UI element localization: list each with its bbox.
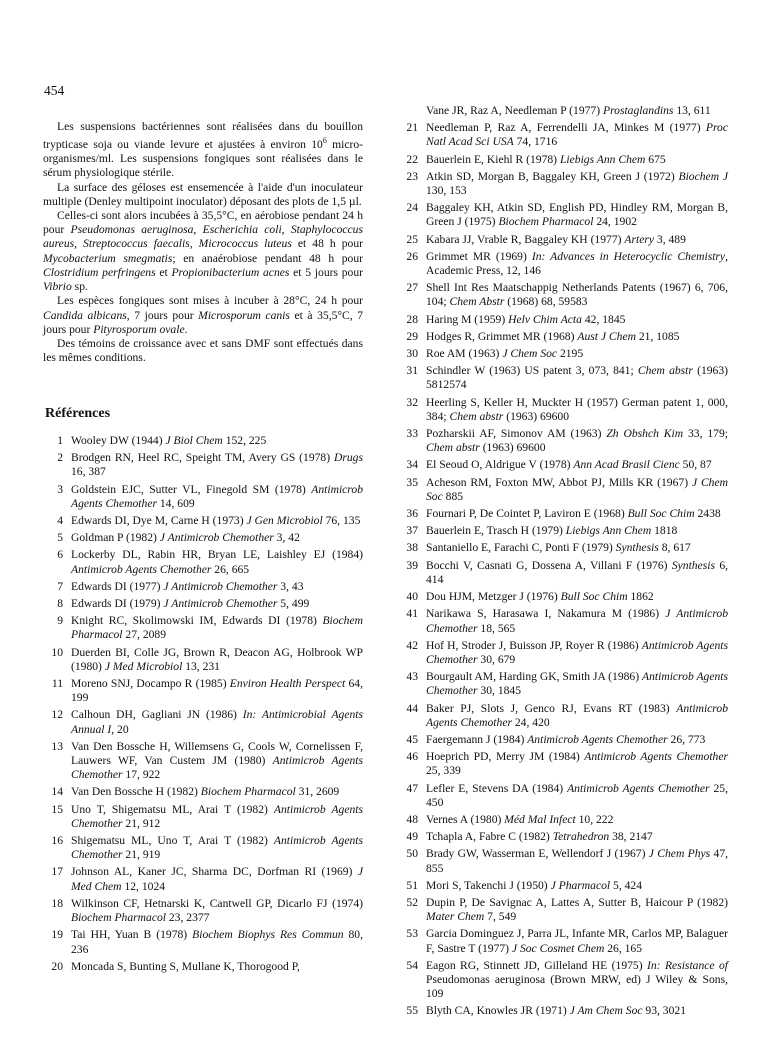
reference-item <box>398 1004 728 1018</box>
reference-text: Van Den Bossche H (1982) Biochem Pharmacol 31, 2609 <box>71 785 340 799</box>
reference-item <box>43 803 363 831</box>
reference-number: 30 <box>406 347 418 361</box>
reference-item <box>43 897 363 925</box>
reference-text: Narikawa S, Harasawa I, Nakamura M (1986) J Antimicrob Chemother 18, 565 <box>426 607 728 635</box>
body-paragraph: Les suspensions bactériennes sont réalisées dans du bouillon trypticase soja ou viande levure et ajustées à environ $10^6$ micro-organismes/ml. Les suspensions fongiques sont réalisées dans le sérum physiologique stérile. <box>43 120 363 180</box>
reference-text: Needleman P, Raz A, Ferrendelli JA, Minkes M (1977) Proc Natl Acad Sci USA 74, 1716 <box>426 121 728 149</box>
reference-text: Tchapla A, Fabre C (1982) Tetrahedron 38, 2147 <box>426 830 653 844</box>
reference-text: Hof H, Stroder J, Buisson JP, Royer R (1986) Antimicrob Agents Chemother 30, 679 <box>426 638 728 666</box>
reference-text: Fournari P, De Cointet P, Laviron E (1968) Bull Soc Chim 2438 <box>426 507 721 521</box>
reference-text: Duerden BI, Colle JG, Brown R, Deacon AG, Holbrook WP (1980) J Med Microbiol 13, 231 <box>71 645 363 673</box>
reference-item <box>43 928 363 956</box>
reference-text: Santaniello E, Farachi C, Ponti F (1979) Synthesis 8, 617 <box>426 541 691 555</box>
reference-number: 22 <box>406 152 418 166</box>
reference-text: Lockerby DL, Rabin HR, Bryan LE, Laishley EJ (1984) Antimicrob Agents Chemother 26, 665 <box>71 548 363 576</box>
reference-number: 37 <box>406 524 418 538</box>
reference-item <box>43 580 363 594</box>
reference-text: Baggaley KH, Atkin SD, English PD, Hindley RM, Morgan B, Green J (1975) Biochem Pharmacol 24, 1902 <box>426 201 728 229</box>
reference-text: Kabara JJ, Vrable R, Baggaley KH (1977) Artery 3, 489 <box>426 232 686 246</box>
reference-item <box>398 559 728 587</box>
reference-item <box>398 507 728 521</box>
reference-text: Grimmet MR (1969) In: Advances in Heterocyclic Chemistry, Academic Press, 12, 146 <box>426 249 728 278</box>
reference-text: Roe AM (1963) J Chem Soc 2195 <box>426 347 584 361</box>
reference-text: Heerling S, Keller H, Muckter H (1957) German patent 1, 000, 384; Chem abstr (1963) 69600 <box>426 395 728 423</box>
reference-number: 1 <box>57 434 63 447</box>
reference-item <box>398 396 728 424</box>
reference-item <box>43 514 363 528</box>
reference-item <box>398 524 728 538</box>
reference-item <box>398 896 728 924</box>
reference-item <box>398 170 728 198</box>
reference-item <box>43 483 363 511</box>
reference-number: 20 <box>51 959 63 973</box>
reference-text: Van Den Bossche H, Willemsens G, Cools W, Cornelissen F, Lauwers WF, Van Custem JM (1980) Antimicrob Agents Chemother 17, 922 <box>71 739 364 782</box>
reference-item <box>43 646 363 674</box>
reference-number: 9 <box>57 614 63 628</box>
reference-number: 24 <box>406 201 418 215</box>
reference-item <box>398 927 728 955</box>
reference-text: Mori S, Takenchi J (1950) J Pharmacol 5, 424 <box>426 878 643 892</box>
reference-number: 42 <box>406 638 418 652</box>
reference-item <box>43 597 363 611</box>
reference-item <box>398 830 728 844</box>
reference-item <box>398 313 728 327</box>
reference-item <box>43 708 363 736</box>
reference-number: 10 <box>51 645 63 659</box>
reference-text: Wooley DW (1944) J Biol Chem 152, 225 <box>71 434 267 447</box>
reference-number: 26 <box>406 249 418 263</box>
reference-number: 35 <box>406 475 418 489</box>
reference-number: 28 <box>406 312 418 326</box>
reference-item <box>398 733 728 747</box>
reference-number: 2 <box>57 451 63 465</box>
reference-number: 12 <box>51 708 63 722</box>
reference-number: 32 <box>406 395 418 409</box>
reference-number: 7 <box>57 579 63 593</box>
reference-number: 27 <box>406 281 418 295</box>
reference-number: 21 <box>406 121 418 135</box>
reference-text: Schindler W (1963) US patent 3, 073, 841; Chem abstr (1963) 5812574 <box>426 364 728 392</box>
reference-text: El Seoud O, Aldrigue V (1978) Ann Acad Brasil Cienc 50, 87 <box>426 458 712 472</box>
references-list-right <box>398 104 728 1022</box>
reference-number: 5 <box>57 531 63 545</box>
reference-number: 36 <box>406 507 418 521</box>
reference-number: 44 <box>406 701 418 715</box>
reference-text: Moncada S, Bunting S, Mullane K, Thorogood P, <box>71 959 300 973</box>
reference-number: 31 <box>406 364 418 378</box>
reference-number: 41 <box>406 607 418 621</box>
reference-text: Hodges R, Grimmet MR (1968) Aust J Chem 21, 1085 <box>426 329 680 343</box>
reference-text: Johnson AL, Kaner JC, Sharma DC, Dorfman RI (1969) J Med Chem 12, 1024 <box>71 865 363 893</box>
reference-text: Bauerlein E, Trasch H (1979) Liebigs Ann Chem 1818 <box>426 524 678 538</box>
reference-number: 13 <box>51 739 63 753</box>
reference-text: Edwards DI (1979) J Antimicrob Chemother 5, 499 <box>71 597 310 611</box>
reference-item <box>398 670 728 698</box>
reference-text: Tai HH, Yuan B (1978) Biochem Biophys Res Commun 80, 236 <box>71 928 363 956</box>
reference-item <box>398 750 728 778</box>
reference-text: Eagon RG, Stinnett JD, Gilleland HE (1975) In: Resistance of Pseudomonas aeruginosa (Brown MRW, ed) J Wiley & Sons, 109 <box>426 958 728 1001</box>
reference-number: 17 <box>51 865 63 879</box>
reference-text: Knight RC, Skolimowski IM, Edwards DI (1978) Biochem Pharmacol 27, 2089 <box>71 614 363 642</box>
reference-number: 23 <box>406 169 418 183</box>
reference-item <box>43 677 363 705</box>
body-paragraph: Celles-ci sont alors incubées à 35,5°C, en aérobiose pendant 24 h pour Pseudomonas aeruginosa, Escherichia coli, Staphylococcus aureus, Streptococcus faecalis, Micrococcus luteus et 48 h pour Mycobacterium smegmatis; en anaérobiose pendant 48 h pour Clostridium perfringens et Propionibacterium acnes et 5 jours pour Vibrio sp. <box>43 209 363 294</box>
reference-text: Garcia Dominguez J, Parra JL, Infante MR, Carlos MP, Balaguer F, Sastre T (1977) J Soc Cosmet Chem 26, 165 <box>426 927 728 955</box>
body-paragraph: Les espèces fongiques sont mises à incuber à 28°C, 24 h pour Candida albicans, 7 jours pour Microsporum canis et à 35,5°C, 7 jours pour Pityrosporum ovale. <box>43 294 364 336</box>
reference-number: 15 <box>51 802 63 816</box>
reference-item <box>43 614 363 642</box>
reference-item <box>398 782 728 810</box>
reference-number: 33 <box>406 427 418 441</box>
body-paragraph: Des témoins de croissance avec et sans DMF sont effectués dans les mêmes conditions. <box>43 336 363 365</box>
reference-text: Goldman P (1982) J Antimicrob Chemother 3, 42 <box>71 531 300 545</box>
reference-number: 19 <box>51 928 63 942</box>
reference-number: 47 <box>406 781 418 795</box>
reference-item <box>43 834 363 862</box>
reference-text: Shell Int Res Maatschappig Netherlands Patents (1967) 6, 706, 104; Chem Abstr (1968) 68, 59583 <box>426 281 728 309</box>
reference-number: 3 <box>57 482 63 496</box>
reference-number: 53 <box>406 927 418 941</box>
reference-item <box>43 960 363 974</box>
reference-text: Lefler E, Stevens DA (1984) Antimicrob Agents Chemother 25, 450 <box>426 781 728 809</box>
reference-number: 40 <box>406 590 418 604</box>
reference-text: Edwards DI (1977) J Antimicrob Chemother 3, 43 <box>71 579 304 593</box>
reference-number: 11 <box>51 677 63 691</box>
reference-item <box>398 541 728 555</box>
reference-item <box>398 364 728 392</box>
reference-text: Vernes A (1980) Méd Mal Infect 10, 222 <box>426 812 614 826</box>
reference-item <box>43 531 363 545</box>
reference-text: Blyth CA, Knowles JR (1971) J Am Chem Soc 93, 3021 <box>426 1004 686 1018</box>
reference-item <box>398 607 728 635</box>
reference-text: Wilkinson CF, Hetnarski K, Cantwell GP, Dicarlo FJ (1974) Biochem Pharmacol 23, 2377 <box>71 896 363 925</box>
reference-number: 25 <box>406 232 418 246</box>
reference-text: Moreno SNJ, Docampo R (1985) Environ Health Perspect 64, 199 <box>71 677 363 705</box>
reference-text: Goldstein EJC, Sutter VL, Finegold SM (1978) Antimicrob Agents Chemother 14, 609 <box>71 482 363 510</box>
references-heading: Références <box>45 406 111 421</box>
reference-number: 48 <box>406 812 418 826</box>
reference-number: 54 <box>406 958 418 972</box>
reference-item <box>398 233 728 247</box>
reference-number: 8 <box>57 597 63 611</box>
reference-item <box>398 347 728 361</box>
reference-text: Brady GW, Wasserman E, Wellendorf J (1967) J Chem Phys 47, 855 <box>426 847 729 875</box>
reference-item <box>398 427 728 455</box>
reference-item <box>43 785 363 799</box>
reference-item <box>398 813 728 827</box>
reference-text: Bocchi V, Casnati G, Dossena A, Villani F (1976) Synthesis 6, 414 <box>426 558 729 586</box>
reference-item <box>398 281 728 309</box>
reference-item <box>43 865 363 893</box>
reference-number: 52 <box>406 895 418 909</box>
reference-text: Faergemann J (1984) Antimicrob Agents Chemother 26, 773 <box>426 732 706 746</box>
reference-text: Atkin SD, Morgan B, Baggaley KH, Green J (1972) Biochem J 130, 153 <box>426 169 728 198</box>
reference-text: Uno T, Shigematsu ML, Arai T (1982) Antimicrob Agents Chemother 21, 912 <box>71 802 364 830</box>
reference-number: 45 <box>406 732 418 746</box>
reference-text: Bourgault AM, Harding GK, Smith JA (1986) Antimicrob Agents Chemother 30, 1845 <box>426 670 728 698</box>
reference-item <box>398 639 728 667</box>
reference-text: Hoeprich PD, Merry JM (1984) Antimicrob Agents Chemother 25, 339 <box>426 750 728 778</box>
reference-item <box>43 434 363 448</box>
reference-number: 16 <box>51 834 63 848</box>
reference-text: Pozharskii AF, Simonov AM (1963) Zh Obshch Kim 33, 179; Chem abstr (1963) 69600 <box>426 427 728 455</box>
reference-number: 14 <box>51 785 63 799</box>
references-list-left <box>43 434 363 977</box>
reference-text: Bauerlein E, Kiehl R (1978) Liebigs Ann Chem 675 <box>426 152 666 166</box>
reference-item <box>398 330 728 344</box>
reference-number: 6 <box>57 548 63 562</box>
reference-item <box>398 476 728 504</box>
reference-number: 29 <box>406 329 418 343</box>
reference-item <box>398 153 728 167</box>
reference-number: 4 <box>57 514 63 528</box>
reference-text: Haring M (1959) Helv Chim Acta 42, 1845 <box>426 312 626 326</box>
reference-item <box>398 879 728 893</box>
reference-item <box>398 702 728 730</box>
reference-number: 18 <box>51 896 63 910</box>
reference-item <box>398 847 728 875</box>
reference-text: Baker PJ, Slots J, Genco RJ, Evans RT (1983) Antimicrob Agents Chemother 24, 420 <box>426 701 728 729</box>
reference-text: Dupin P, De Savignac A, Lattes A, Sutter B, Haicour P (1982) Mater Chem 7, 549 <box>426 895 728 924</box>
reference-number: 55 <box>406 1004 418 1018</box>
reference-number: 39 <box>406 558 418 572</box>
body-text <box>43 120 363 365</box>
reference-item <box>398 250 728 278</box>
reference-text: Brodgen RN, Heel RC, Speight TM, Avery GS (1978) Drugs 16, 387 <box>71 451 363 479</box>
reference-item <box>43 451 363 479</box>
reference-text: Shigematsu ML, Uno T, Arai T (1982) Antimicrob Agents Chemother 21, 919 <box>71 834 364 862</box>
reference-item <box>398 104 728 118</box>
reference-item <box>398 590 728 604</box>
page-number: 454 <box>44 83 65 98</box>
reference-number: 46 <box>406 750 418 764</box>
reference-number: 51 <box>406 878 418 892</box>
reference-item <box>43 740 363 783</box>
reference-text: Acheson RM, Foxton MW, Abbot PJ, Mills KR (1967) J Chem Soc 885 <box>426 475 728 503</box>
reference-text: Calhoun DH, Gagliani JN (1986) In: Antimicrobial Agents Annual I, 20 <box>71 708 363 736</box>
reference-number: 49 <box>406 830 418 844</box>
reference-text: Dou HJM, Metzger J (1976) Bull Soc Chim 1862 <box>426 590 654 604</box>
reference-text: Edwards DI, Dye M, Carne H (1973) J Gen Microbiol 76, 135 <box>71 514 361 528</box>
reference-number: 50 <box>406 847 418 861</box>
reference-item <box>398 959 728 1002</box>
reference-number: 43 <box>406 670 418 684</box>
reference-item <box>398 121 728 149</box>
reference-item <box>398 201 728 229</box>
reference-number: 38 <box>406 541 418 555</box>
reference-text: Vane JR, Raz A, Needleman P (1977) Prostaglandins 13, 611 <box>426 104 711 117</box>
body-paragraph: La surface des géloses est ensemencée à l'aide d'un inoculateur multiple (Denley multipoint inoculator) déposant des plots de 1,5 µl. <box>43 180 363 208</box>
reference-item <box>43 548 363 576</box>
reference-item <box>398 458 728 472</box>
reference-number: 34 <box>406 458 418 472</box>
